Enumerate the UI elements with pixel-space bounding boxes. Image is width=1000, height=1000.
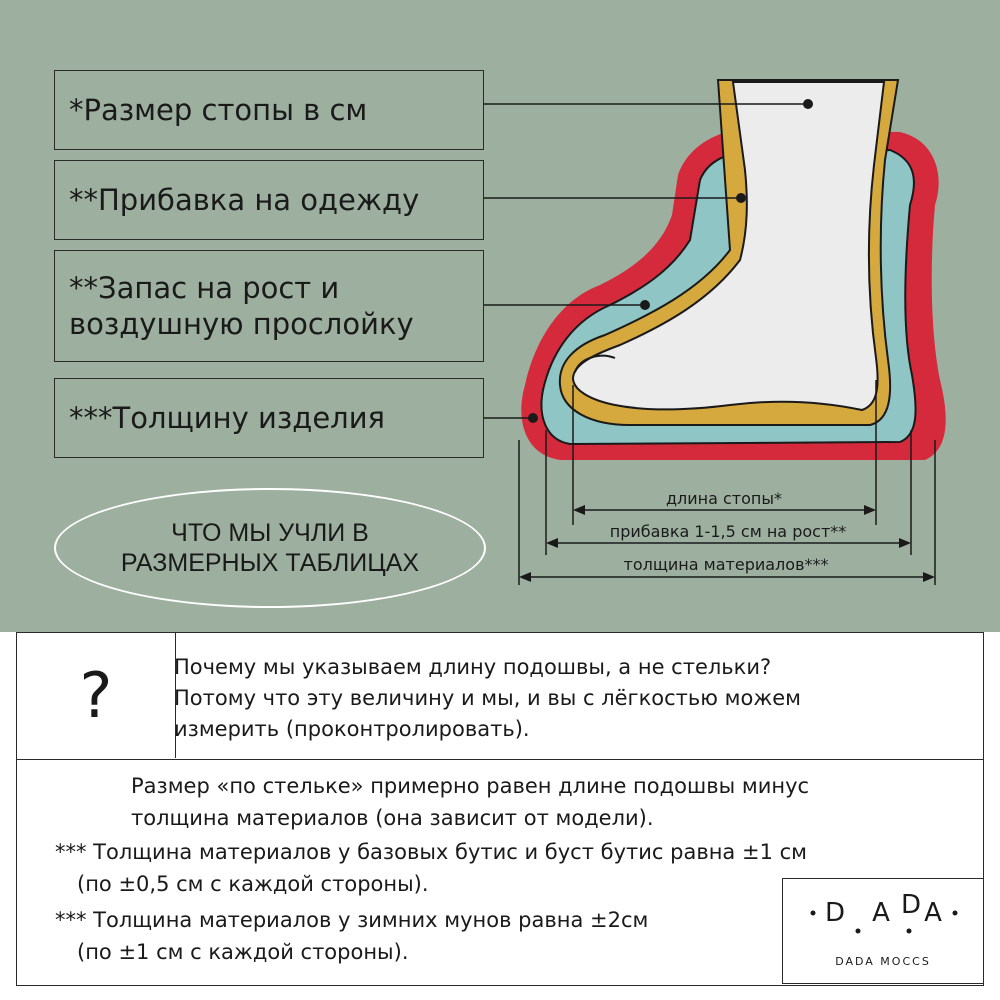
label-growth-reserve-line2: воздушную прослойку xyxy=(69,307,414,341)
label-growth-reserve-line1: **Запас на рост и xyxy=(69,271,340,305)
dimension-growth-allowance-label: прибавка 1-1,5 см на рост** xyxy=(609,522,847,541)
logo-letter-4: A xyxy=(924,898,942,928)
note-line5: *** Толщина материалов у зимних мунов равна ±2см xyxy=(55,908,649,932)
label-clothing-allowance-text: **Прибавка на одежду xyxy=(69,183,420,217)
note-line2: толщина материалов (она зависит от модели). xyxy=(131,806,654,830)
logo-mark xyxy=(783,879,983,949)
summary-line1: ЧТО МЫ УЧЛИ В xyxy=(171,519,369,547)
marker-growth xyxy=(640,300,650,310)
brand-logo xyxy=(782,878,984,984)
summary-line2: РАЗМЕРНЫХ ТАБЛИЦАХ xyxy=(120,549,420,577)
dimension-growth-allowance xyxy=(546,522,911,548)
marker-clothing xyxy=(736,193,746,203)
dimension-material-thickness-label: толщина материалов*** xyxy=(623,555,829,574)
logo-letter-1: D xyxy=(824,898,846,928)
note-line3: *** Толщина материалов у базовых бутис и буст бутис равна ±1 см xyxy=(55,840,807,864)
logo-subtitle: DADA MOCCS xyxy=(835,955,931,968)
note-line1: Размер «по стельке» примерно равен длине подошвы минус xyxy=(131,774,810,798)
dimension-foot-length-label: длина стопы* xyxy=(665,489,783,508)
dimension-material-thickness xyxy=(519,555,935,582)
note-line4: (по ±0,5 см с каждой стороны). xyxy=(77,872,429,896)
logo-letter-2: A xyxy=(872,898,890,928)
marker-foot xyxy=(803,99,813,109)
question-mark-icon: ? xyxy=(17,633,176,758)
question-line1: Почему мы указываем длину подошвы, а не стельки? xyxy=(174,655,772,679)
label-foot-size-text: *Размер стопы в см xyxy=(69,93,368,127)
question-line3: измерить (проконтролировать). xyxy=(174,717,530,741)
dimension-foot-length xyxy=(573,489,876,515)
note-line6: (по ±1 см с каждой стороны). xyxy=(77,940,409,964)
question-line2: Потому что эту величину и мы, и вы с лёгкостью можем xyxy=(174,686,802,710)
logo-letter-3: D xyxy=(900,890,922,920)
marker-thickness xyxy=(528,413,538,423)
label-product-thickness-text: ***Толщину изделия xyxy=(69,401,385,435)
question-text xyxy=(174,652,954,745)
